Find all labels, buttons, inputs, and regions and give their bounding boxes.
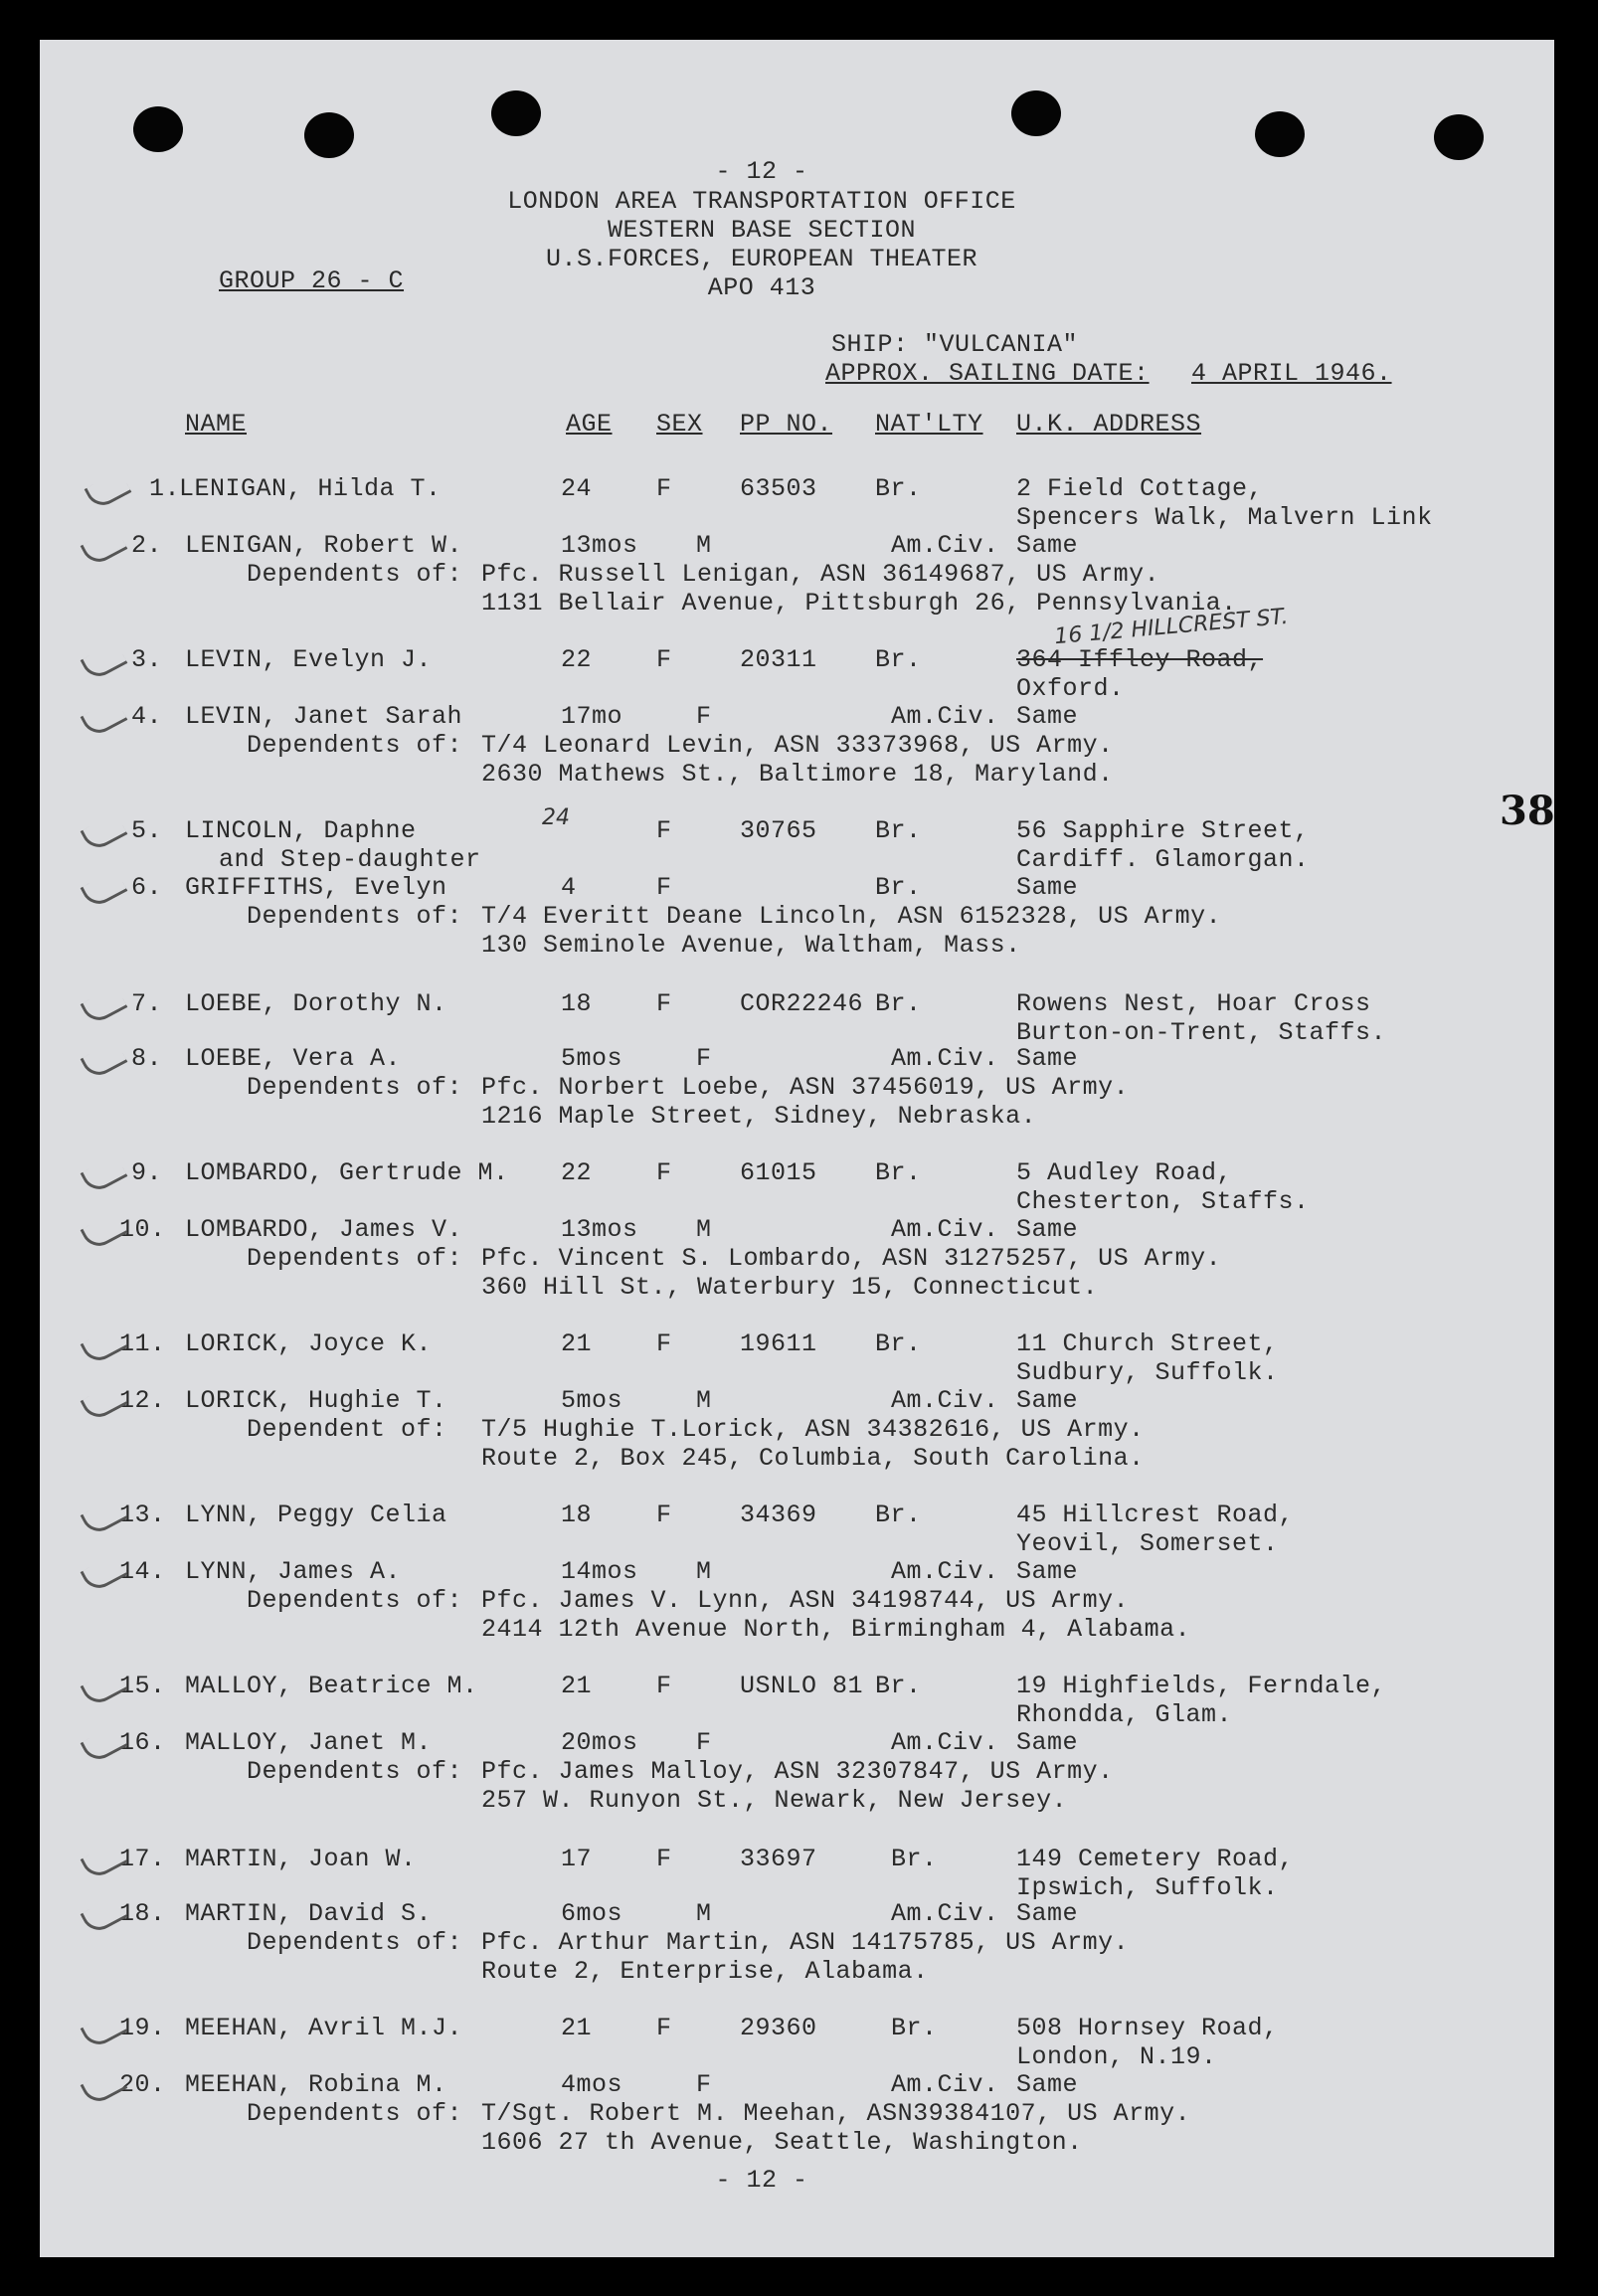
col-sex-header: SEX: [656, 410, 703, 439]
nationality: Br.: [875, 474, 922, 503]
passenger-sex: F: [656, 1501, 672, 1529]
passenger-age: 24: [561, 474, 593, 503]
nationality: Am.Civ.: [891, 1386, 999, 1415]
uk-address: Same: [1016, 1899, 1079, 1928]
sponsor-line: T/5 Hughie T.Lorick, ASN 34382616, US Army.: [481, 1415, 1145, 1444]
row-number: 20.: [119, 2070, 166, 2099]
ship-name: SHIP: "VULCANIA": [831, 330, 1079, 359]
dependents-label: Dependents of:: [247, 2099, 463, 2128]
passenger-name: MALLOY, Janet M.: [185, 1728, 433, 1757]
passenger-age: 21: [561, 1672, 593, 1700]
col-name-header: NAME: [185, 410, 248, 439]
sponsor-address: Route 2, Enterprise, Alabama.: [481, 1957, 929, 1986]
punch-hole-3: [491, 90, 541, 136]
check-mark: [81, 1154, 128, 1195]
row-number: 18.: [119, 1899, 166, 1928]
row-number: 1.: [149, 474, 181, 503]
punch-hole-2: [304, 112, 354, 158]
uk-address: Same: [1016, 873, 1079, 902]
col-age-header: AGE: [566, 410, 613, 439]
row-number: 14.: [119, 1557, 166, 1586]
passenger-sex: M: [696, 1386, 712, 1415]
row-number: 2.: [131, 531, 163, 560]
col-address-header: U.K. ADDRESS: [1016, 410, 1202, 439]
passenger-sex: F: [696, 1728, 712, 1757]
passenger-sex: F: [656, 2014, 672, 2042]
nationality: Br.: [875, 1329, 922, 1358]
nationality: Am.Civ.: [891, 1557, 999, 1586]
passenger-name: LOMBARDO, Gertrude M.: [185, 1158, 509, 1187]
passenger-name: MEEHAN, Robina M.: [185, 2070, 447, 2099]
passenger-name: MEEHAN, Avril M.J.: [185, 2014, 463, 2042]
col-nat-header: NAT'LTY: [875, 410, 983, 439]
row-number: 7.: [131, 989, 163, 1018]
punch-hole-6: [1434, 114, 1484, 160]
row-number: 16.: [119, 1728, 166, 1757]
passenger-name: LENIGAN, Hilda T.: [179, 474, 442, 503]
passenger-age: 17: [561, 1845, 593, 1873]
sponsor-address: 1606 27 th Avenue, Seattle, Washington.: [481, 2128, 1083, 2157]
sailing-date-label: APPROX. SAILING DATE:: [825, 359, 1150, 388]
uk-address-line2: Yeovil, Somerset.: [1016, 1529, 1279, 1558]
uk-address: 149 Cemetery Road,: [1016, 1845, 1295, 1873]
uk-address: Same: [1016, 702, 1079, 731]
passenger-age: 18: [561, 989, 593, 1018]
row-number: 10.: [119, 1215, 166, 1244]
row-number: 17.: [119, 1845, 166, 1873]
uk-address: 5 Audley Road,: [1016, 1158, 1233, 1187]
passenger-name: LORICK, Hughie T.: [185, 1386, 447, 1415]
passenger-name-cont: and Step-daughter: [219, 845, 481, 874]
dependents-label: Dependents of:: [247, 1928, 463, 1957]
nationality: Br.: [875, 1672, 922, 1700]
passenger-sex: F: [696, 2070, 712, 2099]
passenger-name: LEVIN, Evelyn J.: [185, 645, 433, 674]
sponsor-line: T/4 Leonard Levin, ASN 33373968, US Army.: [481, 731, 1114, 760]
uk-address: 508 Hornsey Road,: [1016, 2014, 1279, 2042]
sponsor-address: 1131 Bellair Avenue, Pittsburgh 26, Pennsylvania.: [481, 589, 1237, 618]
check-mark: [81, 812, 128, 853]
nationality: Br.: [875, 645, 922, 674]
nationality: Am.Civ.: [891, 1899, 999, 1928]
passenger-name: LOMBARDO, James V.: [185, 1215, 463, 1244]
nationality: Am.Civ.: [891, 702, 999, 731]
uk-address: Rowens Nest, Hoar Cross: [1016, 989, 1371, 1018]
passenger-age: 13mos: [561, 1215, 638, 1244]
document-page: [40, 40, 1554, 2257]
sponsor-address: 130 Seminole Avenue, Waltham, Mass.: [481, 931, 1021, 960]
passport-number: 29360: [740, 2014, 817, 2042]
sponsor-line: Pfc. James Malloy, ASN 32307847, US Army.: [481, 1757, 1114, 1786]
passenger-sex: F: [696, 702, 712, 731]
passenger-name: LENIGAN, Robert W.: [185, 531, 463, 560]
sponsor-address: Route 2, Box 245, Columbia, South Carolina.: [481, 1444, 1145, 1473]
punch-hole-1: [133, 106, 183, 152]
passport-number: 61015: [740, 1158, 817, 1187]
passenger-sex: F: [656, 1845, 672, 1873]
passenger-sex: F: [656, 989, 672, 1018]
passenger-age: 21: [561, 2014, 593, 2042]
passenger-sex: F: [656, 474, 672, 503]
passenger-name: MARTIN, David S.: [185, 1899, 433, 1928]
uk-address: Same: [1016, 1386, 1079, 1415]
passenger-age: 4mos: [561, 2070, 623, 2099]
apo-title: APO 413: [707, 273, 816, 302]
row-number: 3.: [131, 645, 163, 674]
passenger-name: LOEBE, Vera A.: [185, 1044, 402, 1073]
dependents-label: Dependents of:: [247, 560, 463, 589]
passenger-name: LYNN, Peggy Celia: [185, 1501, 447, 1529]
dependents-label: Dependents of:: [247, 1244, 463, 1273]
row-number: 5.: [131, 816, 163, 845]
uk-address-line2: London, N.19.: [1016, 2042, 1217, 2071]
nationality: Br.: [875, 816, 922, 845]
side-page-number: 38: [1500, 788, 1555, 834]
passenger-age: 21: [561, 1329, 593, 1358]
punch-hole-5: [1255, 111, 1305, 157]
passenger-name: GRIFFITHS, Evelyn: [185, 873, 447, 902]
nationality: Am.Civ.: [891, 1215, 999, 1244]
uk-address-line2: Chesterton, Staffs.: [1016, 1187, 1310, 1216]
dependents-label: Dependents of:: [247, 1586, 463, 1615]
row-number: 13.: [119, 1501, 166, 1529]
row-number: 6.: [131, 873, 163, 902]
nationality: Br.: [891, 1845, 938, 1873]
sailing-date: 4 APRIL 1946.: [1191, 359, 1392, 388]
uk-address-line2: Rhondda, Glam.: [1016, 1700, 1233, 1729]
passenger-sex: F: [696, 1044, 712, 1073]
passport-number: 63503: [740, 474, 817, 503]
sponsor-line: Pfc. Norbert Loebe, ASN 37456019, US Army.: [481, 1073, 1130, 1102]
nationality: Am.Civ.: [891, 1044, 999, 1073]
row-number: 15.: [119, 1672, 166, 1700]
row-number: 12.: [119, 1386, 166, 1415]
uk-address: Same: [1016, 2070, 1079, 2099]
section-title: WESTERN BASE SECTION: [607, 216, 917, 245]
sponsor-line: T/Sgt. Robert M. Meehan, ASN39384107, US Army.: [481, 2099, 1191, 2128]
passenger-sex: M: [696, 1215, 712, 1244]
passenger-age: 17mo: [561, 702, 623, 731]
uk-address: 45 Hillcrest Road,: [1016, 1501, 1295, 1529]
uk-address-line2: Spencers Walk, Malvern Link: [1016, 503, 1433, 532]
sponsor-line: Pfc. James V. Lynn, ASN 34198744, US Army.: [481, 1586, 1130, 1615]
dependents-label: Dependents of:: [247, 1757, 463, 1786]
sponsor-address: 360 Hill St., Waterbury 15, Connecticut.: [481, 1273, 1099, 1302]
uk-address: 11 Church Street,: [1016, 1329, 1279, 1358]
passenger-sex: M: [696, 531, 712, 560]
passenger-sex: F: [656, 816, 672, 845]
row-number: 9.: [131, 1158, 163, 1187]
page-number-top: - 12 -: [715, 157, 808, 186]
nationality: Br.: [875, 989, 922, 1018]
row-number: 11.: [119, 1329, 166, 1358]
forces-title: U.S.FORCES, EUROPEAN THEATER: [545, 245, 978, 273]
sponsor-line: Pfc. Russell Lenigan, ASN 36149687, US Army.: [481, 560, 1160, 589]
uk-address-line2: Sudbury, Suffolk.: [1016, 1358, 1279, 1387]
sponsor-line: T/4 Everitt Deane Lincoln, ASN 6152328, US Army.: [481, 902, 1222, 931]
passport-number: 19611: [740, 1329, 817, 1358]
nationality: Am.Civ.: [891, 1728, 999, 1757]
row-number: 4.: [131, 702, 163, 731]
sponsor-line: Pfc. Vincent S. Lombardo, ASN 31275257, US Army.: [481, 1244, 1222, 1273]
passenger-age: 5mos: [561, 1044, 623, 1073]
uk-address: Same: [1016, 1557, 1079, 1586]
sponsor-address: 257 W. Runyon St., Newark, New Jersey.: [481, 1786, 1068, 1815]
passport-number: 33697: [740, 1845, 817, 1873]
uk-address: 2 Field Cottage,: [1016, 474, 1264, 503]
sponsor-address: 2414 12th Avenue North, Birmingham 4, Alabama.: [481, 1615, 1191, 1644]
passenger-name: LEVIN, Janet Sarah: [185, 702, 463, 731]
uk-address: Same: [1016, 1215, 1079, 1244]
passenger-sex: F: [656, 645, 672, 674]
passenger-age: 18: [561, 1501, 593, 1529]
check-mark: [81, 1040, 128, 1081]
passenger-name: MALLOY, Beatrice M.: [185, 1672, 478, 1700]
col-pp-header: PP NO.: [740, 410, 833, 439]
uk-address: Same: [1016, 531, 1079, 560]
uk-address-line2: Burton-on-Trent, Staffs.: [1016, 1018, 1387, 1047]
check-mark: [85, 470, 132, 511]
passenger-age: 5mos: [561, 1386, 623, 1415]
passport-number: 34369: [740, 1501, 817, 1529]
passenger-name: LINCOLN, Daphne: [185, 816, 417, 845]
uk-address-line2: Ipswich, Suffolk.: [1016, 1873, 1279, 1902]
punch-hole-4: [1011, 90, 1061, 136]
nationality: Br.: [875, 873, 922, 902]
nationality: Br.: [875, 1158, 922, 1187]
handwritten-age: 24: [542, 805, 570, 830]
check-mark: [81, 869, 128, 910]
passenger-age: 13mos: [561, 531, 638, 560]
passenger-name: LYNN, James A.: [185, 1557, 402, 1586]
row-number: 8.: [131, 1044, 163, 1073]
uk-address-line2: Cardiff. Glamorgan.: [1016, 845, 1310, 874]
check-mark: [81, 641, 128, 682]
passenger-age: 14mos: [561, 1557, 638, 1586]
handwritten-address: 16 1/2 HILLCREST ST.: [1053, 604, 1290, 650]
check-mark: [81, 985, 128, 1026]
group-label: GROUP 26 - C: [219, 266, 405, 295]
uk-address: 56 Sapphire Street,: [1016, 816, 1310, 845]
passport-number: 30765: [740, 816, 817, 845]
passport-number: COR22246: [740, 989, 864, 1018]
dependents-label: Dependents of:: [247, 1073, 463, 1102]
passenger-name: MARTIN, Joan W.: [185, 1845, 417, 1873]
passenger-sex: F: [656, 1672, 672, 1700]
passenger-sex: M: [696, 1557, 712, 1586]
row-number: 19.: [119, 2014, 166, 2042]
passenger-age: 22: [561, 645, 593, 674]
office-title: LONDON AREA TRANSPORTATION OFFICE: [507, 187, 1016, 216]
passport-number: USNLO 81: [740, 1672, 864, 1700]
passenger-sex: F: [656, 1329, 672, 1358]
check-mark: [81, 527, 128, 568]
check-mark: [81, 698, 128, 739]
uk-address: Same: [1016, 1044, 1079, 1073]
passenger-sex: F: [656, 1158, 672, 1187]
passenger-name: LOEBE, Dorothy N.: [185, 989, 447, 1018]
passenger-name: LORICK, Joyce K.: [185, 1329, 433, 1358]
passenger-age: 6mos: [561, 1899, 623, 1928]
dependents-label: Dependents of:: [247, 902, 463, 931]
passenger-age: 20mos: [561, 1728, 638, 1757]
passenger-sex: M: [696, 1899, 712, 1928]
passenger-sex: F: [656, 873, 672, 902]
sponsor-address: 1216 Maple Street, Sidney, Nebraska.: [481, 1102, 1037, 1131]
dependents-label: Dependents of:: [247, 731, 463, 760]
passenger-age: 4: [561, 873, 577, 902]
nationality: Am.Civ.: [891, 2070, 999, 2099]
nationality: Br.: [875, 1501, 922, 1529]
uk-address: Same: [1016, 1728, 1079, 1757]
page-number-bottom: - 12 -: [715, 2166, 808, 2195]
sponsor-address: 2630 Mathews St., Baltimore 18, Maryland.: [481, 760, 1114, 789]
nationality: Br.: [891, 2014, 938, 2042]
sponsor-line: Pfc. Arthur Martin, ASN 14175785, US Army.: [481, 1928, 1130, 1957]
passport-number: 20311: [740, 645, 817, 674]
uk-address: 19 Highfields, Ferndale,: [1016, 1672, 1387, 1700]
nationality: Am.Civ.: [891, 531, 999, 560]
uk-address: 364 Iffley Road,: [1016, 645, 1264, 674]
uk-address-line2: Oxford.: [1016, 674, 1125, 703]
dependents-label: Dependent of:: [247, 1415, 447, 1444]
passenger-age: 22: [561, 1158, 593, 1187]
